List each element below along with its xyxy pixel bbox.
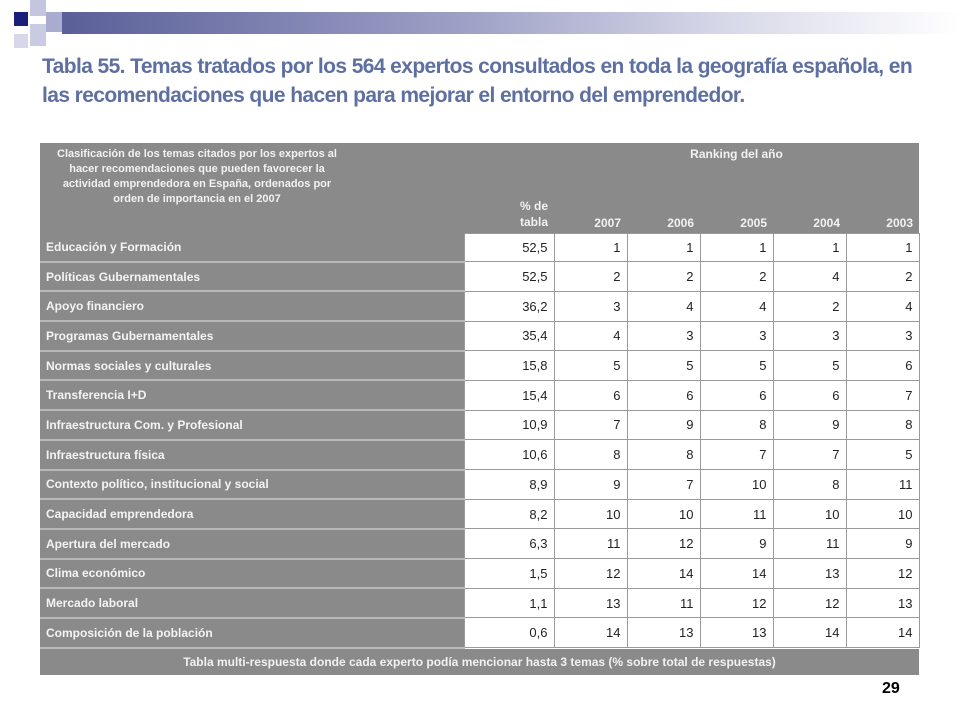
decor-square-light [30,0,46,16]
pct-cell: 8,9 [464,470,554,500]
rank-cell: 6 [700,380,773,410]
rank-cell: 8 [554,440,627,470]
rank-cell: 5 [773,351,846,381]
rank-cell: 13 [627,618,700,648]
rank-cell: 2 [700,262,773,292]
rank-cell: 10 [773,499,846,529]
row-label: Capacidad emprendedora [40,499,464,529]
row-label: Educación y Formación [40,233,464,262]
rank-cell: 3 [846,321,919,351]
rank-cell: 5 [700,351,773,381]
pct-cell: 1,1 [464,588,554,618]
table-row [40,529,919,559]
rank-cell: 11 [773,529,846,559]
rank-cell: 12 [627,529,700,559]
table-row [40,410,919,440]
rank-cell: 14 [846,618,919,648]
rank-cell: 6 [627,380,700,410]
table-body [40,233,919,648]
rank-cell: 8 [846,410,919,440]
pct-cell: 10,9 [464,410,554,440]
rank-cell: 12 [846,559,919,589]
table-row [40,291,919,321]
rank-cell: 12 [554,559,627,589]
pct-cell: 6,3 [464,529,554,559]
table-row [40,351,919,381]
year-header: 2005 [700,165,773,233]
row-label: Transferencia I+D [40,380,464,410]
rank-cell: 4 [700,291,773,321]
table-row [40,499,919,529]
row-label: Infraestructura Com. y Profesional [40,410,464,440]
row-label: Infraestructura física [40,440,464,470]
rank-cell: 8 [773,470,846,500]
rank-cell: 3 [700,321,773,351]
rank-cell: 11 [627,588,700,618]
table-row [40,559,919,589]
row-header-text: Clasificación de los temas citados por los expertos al hacer recomendaciones que pueden favorecer la actividad emprendedora en España, ordenados por orden de importancia en el 2007 [57,148,337,205]
rank-cell: 14 [627,559,700,589]
rank-cell: 3 [554,291,627,321]
page-number: 29 [882,680,900,697]
pct-cell: 8,2 [464,499,554,529]
rank-cell: 2 [773,291,846,321]
pct-header: % de tabla [464,143,554,233]
row-header-cell [40,143,464,233]
rank-cell: 1 [773,233,846,262]
rank-cell: 6 [846,351,919,381]
rank-cell: 5 [554,351,627,381]
rank-cell: 4 [627,291,700,321]
rank-cell: 2 [554,262,627,292]
rank-cell: 13 [700,618,773,648]
row-label: Contexto político, institucional y social [40,470,464,500]
rank-cell: 3 [627,321,700,351]
rank-cell: 1 [846,233,919,262]
row-label: Programas Gubernamentales [40,321,464,351]
rank-cell: 9 [773,410,846,440]
decor-gradient-bar [62,12,960,34]
table-row [40,470,919,500]
decor-square-dark [14,12,28,26]
rank-cell: 2 [846,262,919,292]
pct-cell: 1,5 [464,559,554,589]
table-footnote: Tabla multi-respuesta donde cada experto podía mencionar hasta 3 temas (% sobre total de respuestas) [40,648,919,675]
year-header: 2003 [846,165,919,233]
rank-cell: 12 [773,588,846,618]
rank-cell: 14 [773,618,846,648]
rank-cell: 9 [846,529,919,559]
pct-cell: 35,4 [464,321,554,351]
year-header: 2004 [773,165,846,233]
rank-cell: 7 [554,410,627,440]
table-row [40,380,919,410]
row-label: Composición de la población [40,618,464,648]
pct-cell: 52,5 [464,233,554,262]
decor-square-light [46,12,62,32]
table-row [40,233,919,262]
rank-cell: 9 [627,410,700,440]
pct-cell: 52,5 [464,262,554,292]
pct-cell: 15,4 [464,380,554,410]
table-row [40,618,919,648]
rank-cell: 13 [846,588,919,618]
rank-cell: 6 [773,380,846,410]
rank-cell: 12 [700,588,773,618]
table-row [40,321,919,351]
rank-cell: 5 [846,440,919,470]
pct-cell: 36,2 [464,291,554,321]
table-row [40,588,919,618]
decor-square-light [14,34,28,48]
rank-cell: 13 [554,588,627,618]
rank-cell: 11 [700,499,773,529]
rank-cell: 10 [554,499,627,529]
rank-cell: 9 [554,470,627,500]
rank-cell: 14 [700,559,773,589]
pct-cell: 0,6 [464,618,554,648]
row-label: Normas sociales y culturales [40,351,464,381]
rank-cell: 8 [627,440,700,470]
row-label: Apoyo financiero [40,291,464,321]
rank-cell: 3 [773,321,846,351]
rank-cell: 5 [627,351,700,381]
row-label: Mercado laboral [40,588,464,618]
rank-cell: 8 [700,410,773,440]
rank-cell: 10 [627,499,700,529]
rank-cell: 1 [627,233,700,262]
rank-cell: 11 [846,470,919,500]
data-table-container [40,143,919,669]
rank-cell: 7 [773,440,846,470]
pct-cell: 10,6 [464,440,554,470]
pct-cell: 15,8 [464,351,554,381]
rank-cell: 11 [554,529,627,559]
year-header: 2006 [627,165,700,233]
row-label: Políticas Gubernamentales [40,262,464,292]
decor-square-light [30,24,46,46]
rank-cell: 1 [554,233,627,262]
rank-cell: 4 [554,321,627,351]
rank-cell: 4 [773,262,846,292]
rank-cell: 10 [846,499,919,529]
rank-cell: 1 [700,233,773,262]
rank-cell: 13 [773,559,846,589]
row-label: Apertura del mercado [40,529,464,559]
table-row [40,440,919,470]
ranking-table [40,143,920,675]
rank-cell: 4 [846,291,919,321]
rank-cell: 7 [627,470,700,500]
rank-cell: 2 [627,262,700,292]
rank-cell: 7 [846,380,919,410]
rank-cell: 6 [554,380,627,410]
row-label: Clima económico [40,559,464,589]
ranking-header: Ranking del año [554,143,919,165]
rank-cell: 9 [700,529,773,559]
rank-cell: 14 [554,618,627,648]
rank-cell: 10 [700,470,773,500]
rank-cell: 7 [700,440,773,470]
slide-title: Tabla 55. Temas tratados por los 564 expertos consultados en toda la geografía española, en las recomendaciones que hacen para mejorar el entorno del emprendedor. [42,55,913,107]
table-row [40,262,919,292]
year-header: 2007 [554,165,627,233]
